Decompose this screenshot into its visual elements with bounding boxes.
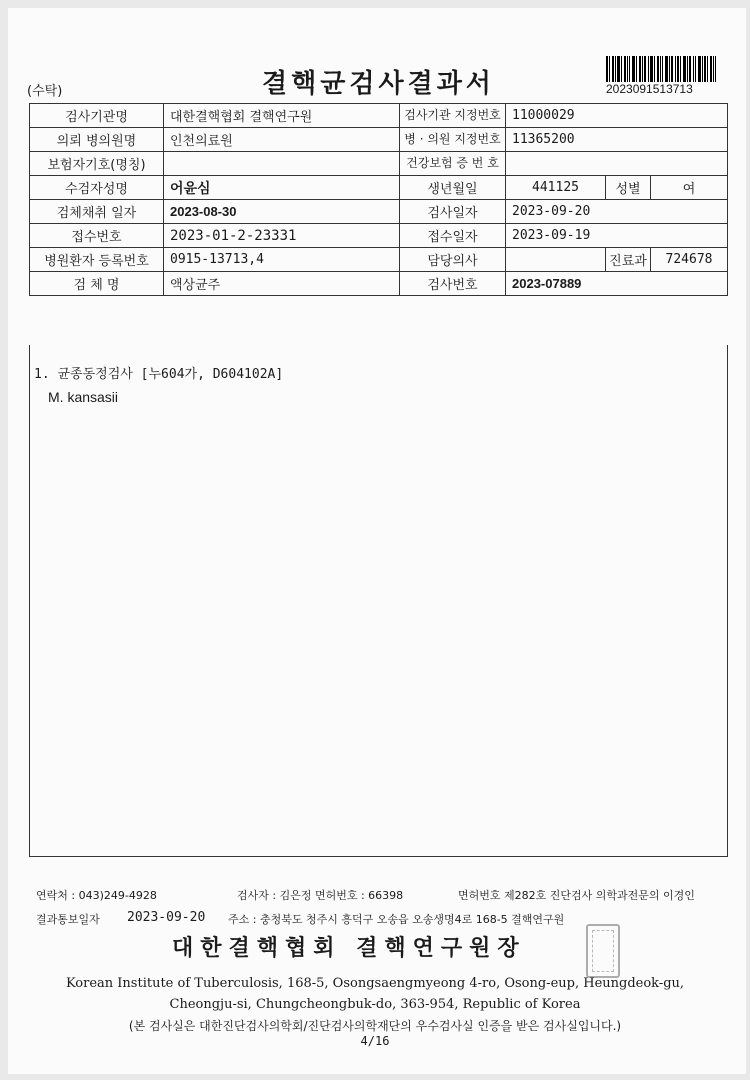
value-lab-code: 11000029: [506, 104, 728, 128]
barcode-number: 2023091513713: [606, 82, 693, 96]
value-insurance-number: [506, 152, 728, 176]
label-patient-name: 수검자성명: [30, 176, 164, 200]
footer-institution: 대한결핵협회 결핵연구원장: [172, 936, 526, 961]
table-row: [30, 200, 728, 224]
footer-certification: (본 검사실은 대한진단검사의학회/진단검사의학재단의 우수검사실 인증을 받은 검사실입니다.): [128, 1019, 622, 1033]
table-row: [30, 224, 728, 248]
value-insurer: [164, 152, 400, 176]
label-specimen: 검 체 명: [30, 272, 164, 296]
table-row: [30, 152, 728, 176]
result-item-title: 1. 균종동정검사 [누604가, D604102A]: [34, 367, 284, 382]
value-test-date: 2023-09-20: [506, 200, 728, 224]
value-sex: 여: [651, 176, 728, 200]
footer-english-address-1: Korean Institute of Tuberculosis, 168-5, Osongsaengmyeong 4-ro, Osong-eup, Heungdeok-gu,: [65, 976, 685, 991]
label-hospital-name: 의뢰 병의원명: [30, 128, 164, 152]
table-row: [30, 104, 728, 128]
footer-address: 주소 : 충청북도 청주시 흥덕구 오송읍 오송생명4로 168-5 결핵연구원: [228, 913, 565, 926]
value-patient-name: 어윤심: [164, 176, 400, 200]
value-hospital-name: 인천의료원: [164, 128, 400, 152]
label-lab-name: 검사기관명: [30, 104, 164, 128]
label-lab-code: 검사기관 지정번호: [400, 104, 506, 128]
table-row: [30, 248, 728, 272]
label-hospital-code: 병 · 의원 지정번호: [400, 128, 506, 152]
label-test-number: 검사번호: [400, 272, 506, 296]
label-birth-date: 생년월일: [400, 176, 506, 200]
label-sex: 성별: [606, 176, 651, 200]
table-row: [30, 272, 728, 296]
label-doctor: 담당의사: [400, 248, 506, 272]
footer-notify-date: 2023-09-20: [127, 910, 206, 925]
official-seal: [586, 924, 620, 978]
value-collection-date: 2023-08-30: [164, 200, 400, 224]
label-department: 진료과: [606, 248, 651, 272]
label-test-date: 검사일자: [400, 200, 506, 224]
footer-doctor: 면허번호 제282호 진단검사 의학과전문의 이경인: [458, 889, 695, 902]
label-receipt-date: 접수일자: [400, 224, 506, 248]
value-patient-reg-number: 0915-13713,4: [164, 248, 400, 272]
value-receipt-number: 2023-01-2-23331: [164, 224, 400, 248]
value-birth-date: 441125: [506, 176, 606, 200]
footer-notify-label: 결과통보일자: [36, 913, 100, 926]
table-row: [30, 176, 728, 200]
value-lab-name: 대한결핵협회 결핵연구원: [164, 104, 400, 128]
label-patient-reg-number: 병원환자 등록번호: [30, 248, 164, 272]
patient-info-table: [29, 103, 728, 296]
result-organism: M. kansasii: [48, 389, 119, 405]
footer-contact: 연락처 : 043)249-4928: [36, 889, 157, 902]
label-insurer: 보험자기호(명칭): [30, 152, 164, 176]
value-hospital-code: 11365200: [506, 128, 728, 152]
label-insurance-number: 건강보험 증 번 호: [400, 152, 506, 176]
table-row: [30, 128, 728, 152]
footer-english-address-2: Cheongju-si, Chungcheongbuk-do, 363-954, Republic of Korea: [169, 997, 581, 1012]
value-department: 724678: [651, 248, 728, 272]
label-receipt-number: 접수번호: [30, 224, 164, 248]
footer-inspector: 검사자 : 김은정 면허번호 : 66398: [237, 889, 404, 902]
label-collection-date: 검체채취 일자: [30, 200, 164, 224]
document-title: 결핵균검사결과서: [262, 69, 495, 99]
value-specimen: 액상균주: [164, 272, 400, 296]
value-doctor: [506, 248, 606, 272]
entrust-label: (수탁): [27, 84, 63, 99]
value-test-number: 2023-07889: [506, 272, 728, 296]
page-number: 4/16: [360, 1034, 390, 1048]
barcode: [606, 56, 716, 82]
results-box: [29, 345, 728, 857]
value-receipt-date: 2023-09-19: [506, 224, 728, 248]
